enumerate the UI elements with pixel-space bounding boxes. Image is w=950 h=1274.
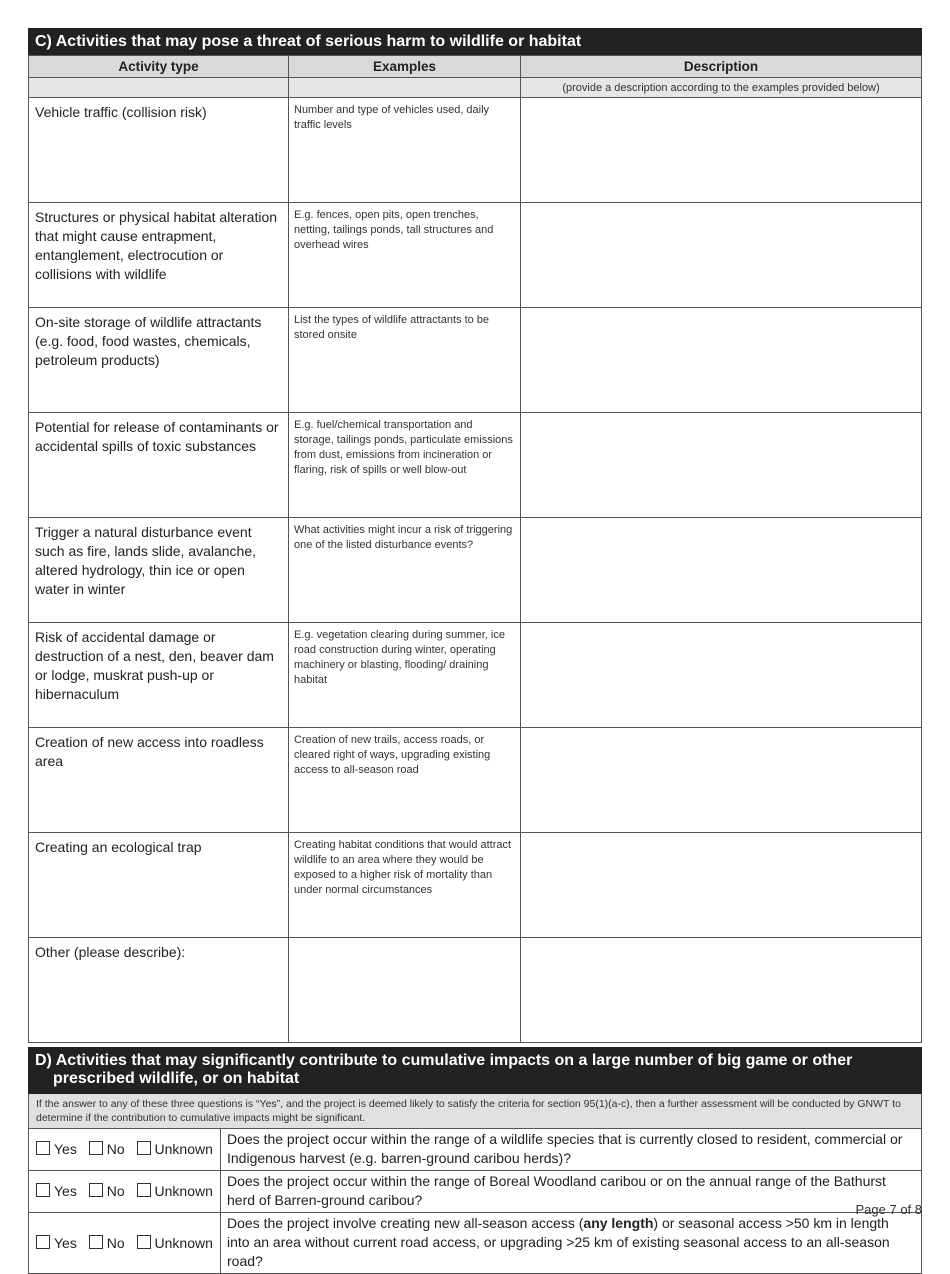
table-row bbox=[29, 728, 922, 833]
description-input-cell[interactable] bbox=[521, 833, 922, 938]
column-header-examples: Examples bbox=[289, 56, 521, 78]
examples-cell: E.g. vegetation clearing during summer, ice road construction during winter, operating machinery or blasting, flooding/ draining habitat bbox=[289, 623, 521, 728]
activity-type-cell: Potential for release of contaminants or accidental spills of toxic substances bbox=[29, 413, 289, 518]
description-input-cell[interactable] bbox=[521, 413, 922, 518]
checkbox-icon[interactable] bbox=[36, 1183, 50, 1197]
checkbox-icon[interactable] bbox=[137, 1141, 151, 1155]
table-row bbox=[29, 308, 922, 413]
form-page bbox=[28, 28, 922, 1274]
description-input-cell[interactable] bbox=[521, 308, 922, 413]
checkbox-icon[interactable] bbox=[137, 1183, 151, 1197]
option-label: Unknown bbox=[154, 1183, 213, 1199]
section-c-title: C) Activities that may pose a threat of serious harm to wildlife or habitat bbox=[28, 28, 922, 55]
other-examples-input-cell[interactable] bbox=[289, 938, 521, 1043]
activity-type-cell: Creation of new access into roadless area bbox=[29, 728, 289, 833]
activity-type-cell: Other (please describe): bbox=[29, 938, 289, 1043]
question-row bbox=[29, 1213, 922, 1274]
description-input-cell[interactable] bbox=[521, 518, 922, 623]
examples-cell: E.g. fuel/chemical transportation and storage, tailings ponds, particulate emissions from dust, emissions from incineration or flaring, risk of spills or well blow-out bbox=[289, 413, 521, 518]
option-unknown[interactable] bbox=[137, 1183, 213, 1199]
option-label: Yes bbox=[54, 1141, 77, 1157]
option-label: Unknown bbox=[154, 1234, 213, 1251]
question-row bbox=[29, 1129, 922, 1171]
column-header-activity-type: Activity type bbox=[29, 56, 289, 78]
activity-type-cell: On-site storage of wildlife attractants (e.g. food, food wastes, chemicals, petroleum products) bbox=[29, 308, 289, 413]
option-label: Unknown bbox=[154, 1141, 213, 1157]
section-d-title-line1: D) Activities that may significantly contribute to cumulative impacts on a large number of big game or other bbox=[35, 1052, 853, 1069]
table-row bbox=[29, 938, 922, 1043]
section-c-table bbox=[28, 55, 922, 1043]
option-yes[interactable] bbox=[36, 1235, 77, 1251]
examples-cell: E.g. fences, open pits, open trenches, netting, tailings ponds, tall structures and overhead wires bbox=[289, 203, 521, 308]
column-header-description: Description bbox=[521, 56, 922, 78]
table-row bbox=[29, 98, 922, 203]
option-label: No bbox=[106, 1141, 125, 1157]
description-input-cell[interactable] bbox=[521, 98, 922, 203]
option-no[interactable] bbox=[89, 1235, 125, 1251]
answer-options bbox=[29, 1213, 221, 1274]
question-text-part: Does the project involve creating new all-season access ( bbox=[227, 1215, 584, 1231]
subhead-blank bbox=[29, 78, 289, 98]
examples-cell: Creation of new trails, access roads, or cleared right of ways, upgrading existing access to all-season road bbox=[289, 728, 521, 833]
answer-options bbox=[29, 1129, 221, 1171]
table-row bbox=[29, 203, 922, 308]
option-label: No bbox=[106, 1183, 125, 1199]
description-hint: (provide a description according to the examples provided below) bbox=[521, 78, 922, 98]
table-row bbox=[29, 623, 922, 728]
question-row bbox=[29, 1171, 922, 1213]
activity-type-cell: Structures or physical habitat alteration that might cause entrapment, entanglement, electrocution or collisions with wildlife bbox=[29, 203, 289, 308]
option-label: Yes bbox=[54, 1183, 77, 1199]
checkbox-icon[interactable] bbox=[89, 1235, 103, 1249]
section-d-questions bbox=[28, 1128, 922, 1274]
examples-cell: What activities might incur a risk of triggering one of the listed disturbance events? bbox=[289, 518, 521, 623]
table-row bbox=[29, 518, 922, 623]
description-input-cell[interactable] bbox=[521, 623, 922, 728]
examples-cell: Creating habitat conditions that would attract wildlife to an area where they would be exposed to a higher risk of mortality than under normal circumstances bbox=[289, 833, 521, 938]
checkbox-icon[interactable] bbox=[36, 1141, 50, 1155]
section-d-title-line2: prescribed wildlife, or on habitat bbox=[53, 1070, 300, 1087]
option-yes[interactable] bbox=[36, 1141, 77, 1157]
question-text: Does the project occur within the range of Boreal Woodland caribou or on the annual range of the Bathurst herd of Barren-ground caribou? bbox=[221, 1171, 922, 1213]
checkbox-icon[interactable] bbox=[89, 1141, 103, 1155]
activity-type-cell: Risk of accidental damage or destruction of a nest, den, beaver dam or lodge, muskrat push-up or hibernaculum bbox=[29, 623, 289, 728]
checkbox-icon[interactable] bbox=[36, 1235, 50, 1249]
checkbox-icon[interactable] bbox=[89, 1183, 103, 1197]
activity-type-cell: Creating an ecological trap bbox=[29, 833, 289, 938]
question-text-emphasis: any length bbox=[583, 1215, 654, 1231]
option-unknown[interactable] bbox=[137, 1141, 213, 1157]
description-input-cell[interactable] bbox=[521, 938, 922, 1043]
option-yes[interactable] bbox=[36, 1183, 77, 1199]
activity-type-cell: Vehicle traffic (collision risk) bbox=[29, 98, 289, 203]
table-row bbox=[29, 413, 922, 518]
question-text bbox=[221, 1213, 922, 1274]
option-label: Yes bbox=[54, 1234, 77, 1251]
page-number: Page 7 of 8 bbox=[855, 1202, 922, 1217]
section-d-title bbox=[28, 1047, 922, 1094]
question-text: Does the project occur within the range of a wildlife species that is currently closed to resident, commercial or Indigenous harvest (e.g. barren-ground caribou herds)? bbox=[221, 1129, 922, 1171]
option-no[interactable] bbox=[89, 1141, 125, 1157]
table-row bbox=[29, 833, 922, 938]
examples-cell: Number and type of vehicles used, daily traffic levels bbox=[289, 98, 521, 203]
checkbox-icon[interactable] bbox=[137, 1235, 151, 1249]
description-input-cell[interactable] bbox=[521, 203, 922, 308]
examples-cell: List the types of wildlife attractants to be stored onsite bbox=[289, 308, 521, 413]
subhead-blank bbox=[289, 78, 521, 98]
option-label: No bbox=[106, 1234, 125, 1251]
section-d-note: If the answer to any of these three questions is “Yes”, and the project is deemed likely to satisfy the criteria for section 95(1)(a-c), then a further assessment will be conducted by GNWT to determine if the contribution to cumulative impacts might be significant. bbox=[28, 1094, 922, 1128]
option-unknown[interactable] bbox=[137, 1235, 213, 1251]
option-no[interactable] bbox=[89, 1183, 125, 1199]
activity-type-cell: Trigger a natural disturbance event such as fire, lands slide, avalanche, altered hydrology, thin ice or open water in winter bbox=[29, 518, 289, 623]
answer-options bbox=[29, 1171, 221, 1213]
question-text-part: ) or seasonal access >50 km in length into an area without current road access, or upgrading >25 km of existing seasonal access to an all-season road? bbox=[227, 1215, 890, 1269]
description-input-cell[interactable] bbox=[521, 728, 922, 833]
